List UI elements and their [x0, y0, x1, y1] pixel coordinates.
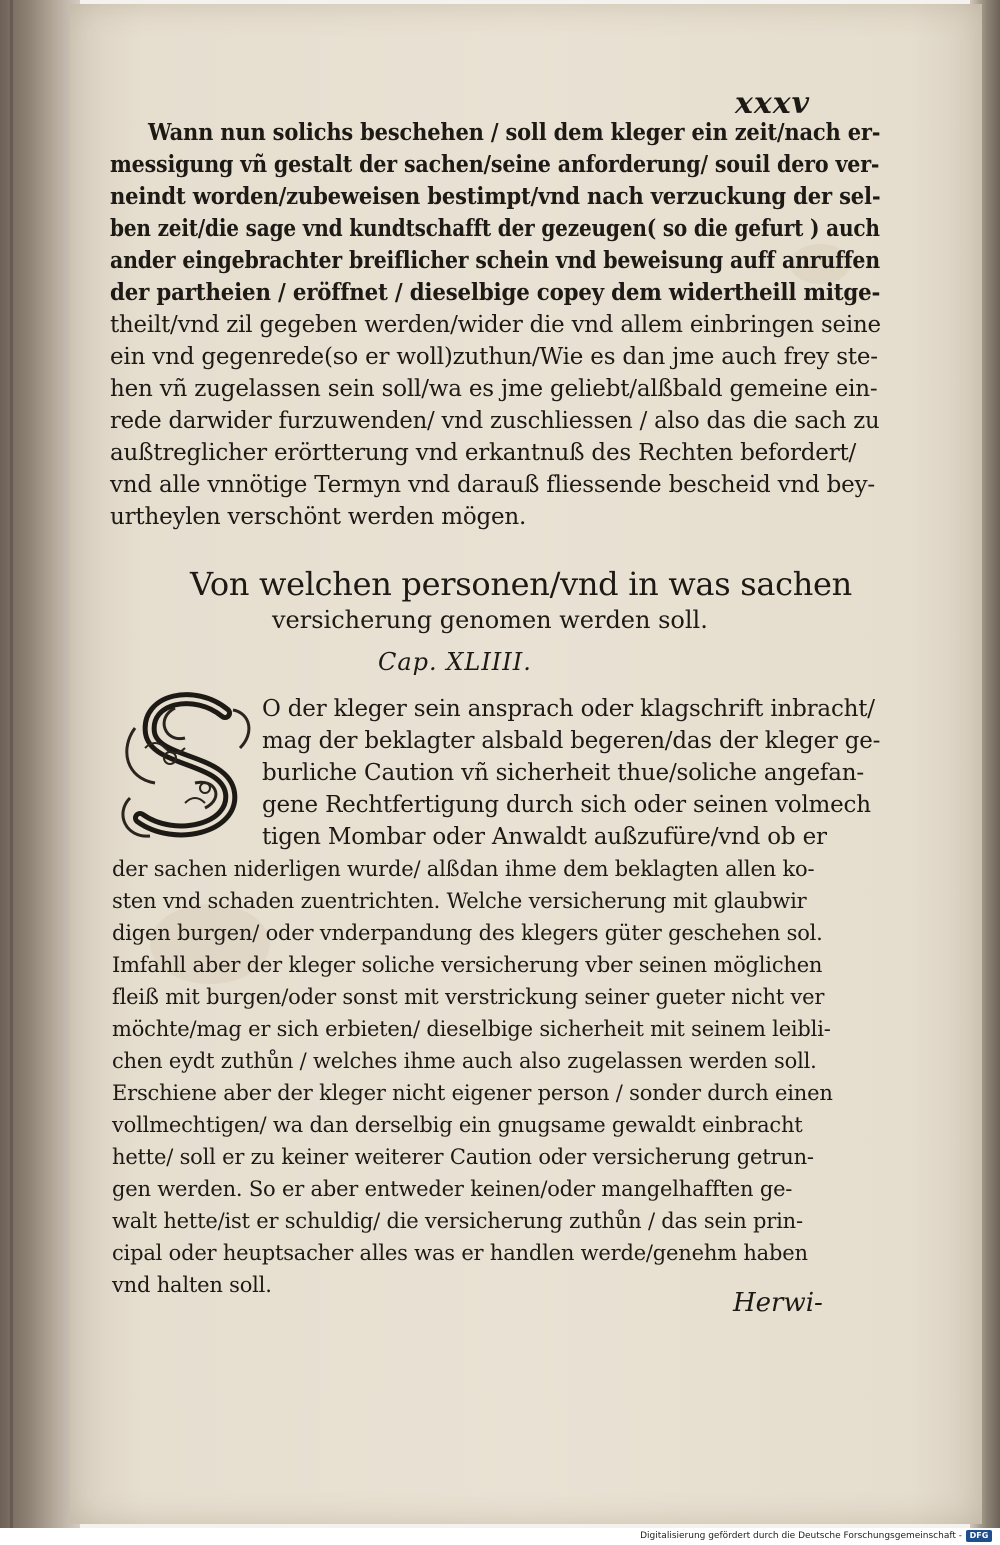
text-line: mag der beklagter alsbald begeren/das der kleger ge- — [262, 728, 881, 754]
chapter-number: Cap. XLIIII. — [378, 648, 532, 676]
text-line: Imfahll aber der kleger soliche versicherung vber seinen möglichen — [112, 953, 823, 977]
text-line: vollmechtigen/ wa dan derselbig ein gnugsame gewaldt einbracht — [112, 1113, 803, 1137]
text-line: hen vñ zugelassen sein soll/wa es jme geliebt/alßbald gemeine ein- — [110, 376, 878, 402]
text-line: fleiß mit burgen/oder sonst mit verstrickung seiner gueter nicht ver — [112, 985, 825, 1009]
text-line: cipal oder heuptsacher alles was er handlen werde/genehm haben — [112, 1241, 808, 1265]
text-line: neindt worden/zubeweisen bestimpt/vnd nach verzuckung der sel- — [110, 183, 881, 210]
text-line: urtheylen verschönt werden mögen. — [110, 504, 527, 530]
footer-credit: Digitalisierung gefördert durch die Deutsche Forschungsgemeinschaft - — [640, 1531, 962, 1541]
initial-ornament-icon — [115, 688, 265, 848]
spine-shadow — [10, 0, 13, 1528]
text-line: der sachen niderligen wurde/ alßdan ihme dem beklagten allen ko- — [112, 857, 815, 881]
text-line: rede darwider furzuwenden/ vnd zuschliessen / also das die sach zu — [110, 408, 880, 434]
catchword: Herwi- — [733, 1288, 823, 1318]
section-heading: Von welchen personen/vnd in was sachen — [190, 565, 852, 603]
text-line: ein vnd gegenrede(so er woll)zuthun/Wie es dan jme auch frey ste- — [110, 344, 878, 370]
text-line: messigung vñ gestalt der sachen/seine anforderung/ souil dero ver- — [110, 151, 880, 178]
text-line: digen burgen/ oder vnderpandung des klegers güter geschehen sol. — [112, 921, 823, 945]
text-line: Erschiene aber der kleger nicht eigener person / sonder durch einen — [112, 1081, 833, 1105]
text-line: sten vnd schaden zuentrichten. Welche versicherung mit glaubwir — [112, 889, 807, 913]
text-line: gene Rechtfertigung durch sich oder seinen volmech — [262, 792, 871, 818]
text-line: chen eydt zuthůn / welches ihme auch also zugelassen werden soll. — [112, 1049, 817, 1073]
text-line: walt hette/ist er schuldig/ die versicherung zuthůn / das sein prin- — [112, 1209, 803, 1233]
text-line: tigen Mombar oder Anwaldt außzufüre/vnd ob er — [262, 824, 827, 850]
text-line: burliche Caution vñ sicherheit thue/soliche angefan- — [262, 760, 864, 786]
text-line: O der kleger sein ansprach oder klagschrift inbracht/ — [262, 696, 875, 722]
dfg-logo: DFG — [966, 1530, 992, 1542]
text-line: ander eingebrachter breiflicher schein vnd beweisung auff anruffen — [110, 247, 880, 274]
text-line: möchte/mag er sich erbieten/ dieselbige sicherheit mit seinem leibli- — [112, 1017, 831, 1041]
text-line: theilt/vnd zil gegeben werden/wider die vnd allem einbringen seine — [110, 312, 881, 338]
text-line: ben zeit/die sage vnd kundtschafft der gezeugen( so die gefurt ) auch — [110, 215, 880, 242]
text-line: der partheien / eröffnet / dieselbige copey dem widertheill mitge- — [110, 279, 881, 306]
text-line: vnd halten soll. — [112, 1273, 272, 1297]
text-line: außtreglicher erörtterung vnd erkantnuß des Rechten befordert/ — [110, 440, 857, 466]
text-line: vnd alle vnnötige Termyn vnd darauß fliessende bescheid vnd bey- — [110, 472, 875, 498]
text-line: hette/ soll er zu keiner weiterer Caution oder versicherung getrun- — [112, 1145, 814, 1169]
folio-number: xxxv — [735, 86, 811, 121]
text-line: gen werden. So er aber entweder keinen/oder mangelhafften ge- — [112, 1177, 793, 1201]
decorated-initial — [115, 688, 265, 848]
section-subheading: versicherung genomen werden soll. — [272, 606, 708, 634]
text-line: Wann nun solichs beschehen / soll dem kleger ein zeit/nach er- — [148, 119, 881, 146]
